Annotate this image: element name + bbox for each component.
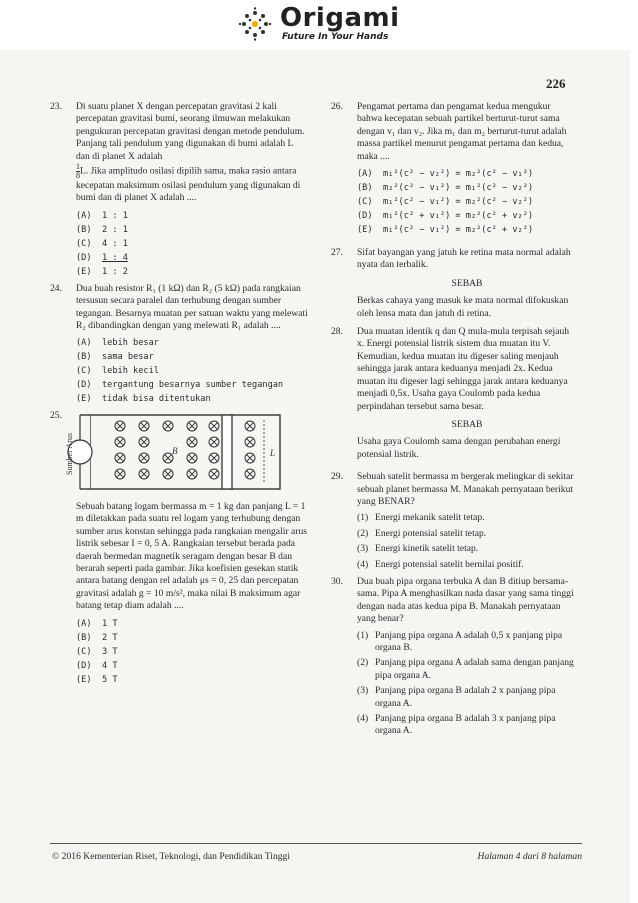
option-a[interactable]: (A) 1 : 1 <box>76 210 128 221</box>
options-24 <box>50 336 308 406</box>
field-into-page-icon <box>139 453 149 463</box>
field-into-page-icon <box>187 453 197 463</box>
left-column <box>50 101 308 687</box>
sebab-label: SEBAB <box>451 418 483 430</box>
question-text: Di suatu planet X dengan percepatan gravitasi 2 kali percepatan gravitasi bumi, seorang ilmuwan melakukan pengukuran percepatan gravitasi dengan metode pendulum. Panjang tali pendulum yang digunakan di bumi adalah L dan di planet X adalah <box>76 101 305 162</box>
question-number: 27. <box>331 247 343 259</box>
option-d[interactable]: (D) m₁²(c² + v₁²) = m₂²(c² + v₂²) <box>357 211 534 222</box>
option-d[interactable]: (D) tergantung besarnya sumber tegangan <box>76 380 284 391</box>
option-a[interactable]: (A) 1 T <box>76 618 118 629</box>
field-into-page-icon <box>245 453 255 463</box>
options-30 <box>331 630 577 738</box>
field-into-page-icon <box>115 469 125 479</box>
field-into-page-icon <box>139 421 149 431</box>
question-number: 26. <box>331 101 343 112</box>
option-e[interactable]: (E) tidak bisa ditentukan <box>76 394 211 405</box>
question-text: Dua muatan identik q dan Q mula-mula terpisah sejauh x. Energi potensial listrik sistem dua muatan itu V. Kemudian, kedua muatan itu digeser saling menjauh sehingga jarak antara keduanya menjadi 2x. Kedua muatan itu digeser lagi sehingga jarak antara keduanya menjadi 0,5x. Usaha gaya Coulomb pada kedua perpindahan tersebut sama besar. <box>357 326 570 412</box>
metal-rod <box>222 415 232 489</box>
statement-4[interactable]: (4) Panjang pipa organa B adalah 3 x panjang pipa organa A. <box>357 713 556 737</box>
rail-frame <box>90 415 280 489</box>
statement-1[interactable]: (1) Panjang pipa organa A adalah 0,5 x panjang pipa organa B. <box>357 629 563 653</box>
field-into-page-icon <box>139 469 149 479</box>
field-into-page-icon <box>187 421 197 431</box>
question-number: 24. <box>50 282 62 294</box>
reason-text: Usaha gaya Coulomb sama dengan perubahan energi potensial listrik. <box>357 436 561 460</box>
options-25 <box>50 617 308 687</box>
question-text: Dua buah pipa organa terbuka A dan B ditiup bersama-sama. Pipa A menghasilkan nada dasar yang sama tinggi dengan nada atas kedua pipa B. Manakah pernyataan yang benar? <box>357 575 574 625</box>
source-label: Sumber Arus <box>65 433 74 476</box>
field-into-page-icon <box>245 437 255 447</box>
field-into-page-icon <box>139 437 149 447</box>
field-into-page-icon <box>163 469 173 479</box>
page-edge <box>630 50 638 903</box>
option-c[interactable]: (C) lebih kecil <box>76 366 159 377</box>
option-c[interactable]: (C) 4 : 1 <box>76 238 128 249</box>
option-e[interactable]: (E) m₁²(c² − v₁²) = m₂²(c² + v₂²) <box>357 225 534 236</box>
question-number: 23. <box>50 101 62 112</box>
footer-divider <box>50 843 582 844</box>
option-c[interactable]: (C) 3 T <box>76 646 118 657</box>
question-25-body <box>50 501 308 613</box>
options-26 <box>331 167 577 237</box>
question-28 <box>331 326 577 413</box>
question-number: 28. <box>331 326 343 338</box>
option-d[interactable]: (D) 1 : 4 <box>76 252 128 263</box>
field-label: B <box>172 446 178 457</box>
option-b[interactable]: (B) sama besar <box>76 352 154 363</box>
question-text: Pengamat pertama dan pengamat kedua mengukur bahwa kecepatan sebuah partikel berturut-turut sama dengan v₁ dan v₂. Jika m₁ dan m₂ berturut-turut adalah massa partikel menurut pengamat pertama dan kedua, maka .... <box>357 101 567 162</box>
brand-logo[interactable] <box>236 5 416 45</box>
question-text: Sebuah satelit bermassa m bergerak melingkar di sekitar sebuah planet bermassa M. Manakah pernyataan berikut yang BENAR? <box>357 471 574 507</box>
field-into-page-icon <box>209 437 219 447</box>
length-label: L <box>270 448 276 459</box>
sebab-label: SEBAB <box>451 277 483 289</box>
option-e[interactable]: (E) 5 T <box>76 674 118 685</box>
option-b[interactable]: (B) 2 T <box>76 632 118 643</box>
field-into-page-icon <box>245 421 255 431</box>
question-23 <box>50 101 308 205</box>
field-into-page-icon <box>209 469 219 479</box>
site-header <box>0 0 638 50</box>
reason-text: Berkas cahaya yang masuk ke mata normal difokuskan oleh lensa mata dan jatuh di retina. <box>357 295 569 319</box>
statement-3[interactable]: (3) Panjang pipa organa B adalah 2 x panjang pipa organa A. <box>357 685 556 709</box>
footer-copyright: © 2016 Kementerian Riset, Teknologi, dan Pendidikan Tinggi <box>52 851 291 862</box>
field-into-page-icon <box>187 437 197 447</box>
question-24 <box>50 283 308 333</box>
statement-4[interactable]: (4) Energi potensial satelit bernilai positif. <box>357 558 524 570</box>
brand-name: Origami <box>280 3 400 33</box>
origami-crane-icon <box>236 7 274 41</box>
statement-1[interactable]: (1) Energi mekanik satelit tetap. <box>357 512 485 524</box>
option-c[interactable]: (C) m₁²(c² − v₁²) = m₂²(c² − v₂²) <box>357 197 534 208</box>
field-into-page-icon <box>115 453 125 463</box>
question-text: Sifat bayangan yang jatuh ke retina mata normal adalah nyata dan terbalik. <box>357 247 571 271</box>
right-column <box>331 101 577 738</box>
question-text: Dua buah resistor R₁ (1 kΩ) dan R₂ (5 kΩ) pada rangkaian tersusun secara paralel dan terhubung dengan sumber tegangan. Besarnya muatan per satuan waktu yang melewati R₂ dibandingkan dengan yang melewati R₁ adalah .... <box>76 282 308 332</box>
option-a[interactable]: (A) m₁²(c² − v₂²) = m₂²(c² − v₁²) <box>357 169 534 180</box>
field-into-page-icon <box>115 421 125 431</box>
question-text-cont: L. Jika amplitudo osilasi dipilih sama, maka rasio antara kecepatan maksimum osilasi pendulum yang digunakan di bumi dan di planet X adalah .... <box>76 165 301 204</box>
question-number: 30. <box>331 575 343 587</box>
options-23 <box>50 209 308 279</box>
question-text: Sebuah batang logam bermassa m = 1 kg dan panjang L = 1 m diletakkan pada suatu rel logam yang terhubung dengan sumber arus konstan sehingga pada rangkaian mengalir arus listrik sebesar I = 0, 5 A. Rangkaian tersebut berada pada daerah bermedan magnetik seragam dengan besar B dan berarah seperti pada gambar. Jika koefisien gesekan statik antara batang dengan rel adalah μs = 0, 25 dan percepatan gravitasi adalah g = 10 m/s², maka nilai B maksimum agar batang tetap diam adalah .... <box>76 500 307 612</box>
option-d[interactable]: (D) 4 T <box>76 660 118 671</box>
field-into-page-icon <box>163 421 173 431</box>
question-number: 29. <box>331 471 343 483</box>
footer-page-count: Halaman 4 dari 8 halaman <box>477 851 582 862</box>
option-e[interactable]: (E) 1 : 2 <box>76 266 128 277</box>
option-a[interactable]: (A) lebih besar <box>76 338 159 349</box>
statement-2[interactable]: (2) Energi potensial satelit tetap. <box>357 527 487 539</box>
field-into-page-icon <box>209 453 219 463</box>
field-into-page-icon <box>245 469 255 479</box>
question-26 <box>331 101 577 163</box>
option-b[interactable]: (B) 2 : 1 <box>76 224 128 235</box>
field-into-page-icon <box>115 437 125 447</box>
statement-2[interactable]: (2) Panjang pipa organa A adalah sama dengan panjang pipa organa A. <box>357 657 574 681</box>
magnetic-field-into-page-marks <box>115 421 255 479</box>
question-30 <box>331 576 577 626</box>
option-b[interactable]: (B) m₂²(c² − v₁²) = m₁²(c² − v₂²) <box>357 183 534 194</box>
question-27 <box>331 247 577 272</box>
question-29 <box>331 471 577 508</box>
field-into-page-icon <box>163 453 173 463</box>
question-number: 25. <box>50 410 62 422</box>
field-into-page-icon <box>187 469 197 479</box>
magnetic-rail-diagram <box>64 412 294 492</box>
brand-tagline: Future In Your Hands <box>282 32 389 42</box>
field-into-page-icon <box>209 421 219 431</box>
statement-3[interactable]: (3) Energi kinetik satelit tetap. <box>357 543 479 555</box>
options-29 <box>331 512 577 571</box>
fraction: $\frac{1}{8}$ <box>76 162 80 181</box>
page-number: 226 <box>546 76 566 91</box>
